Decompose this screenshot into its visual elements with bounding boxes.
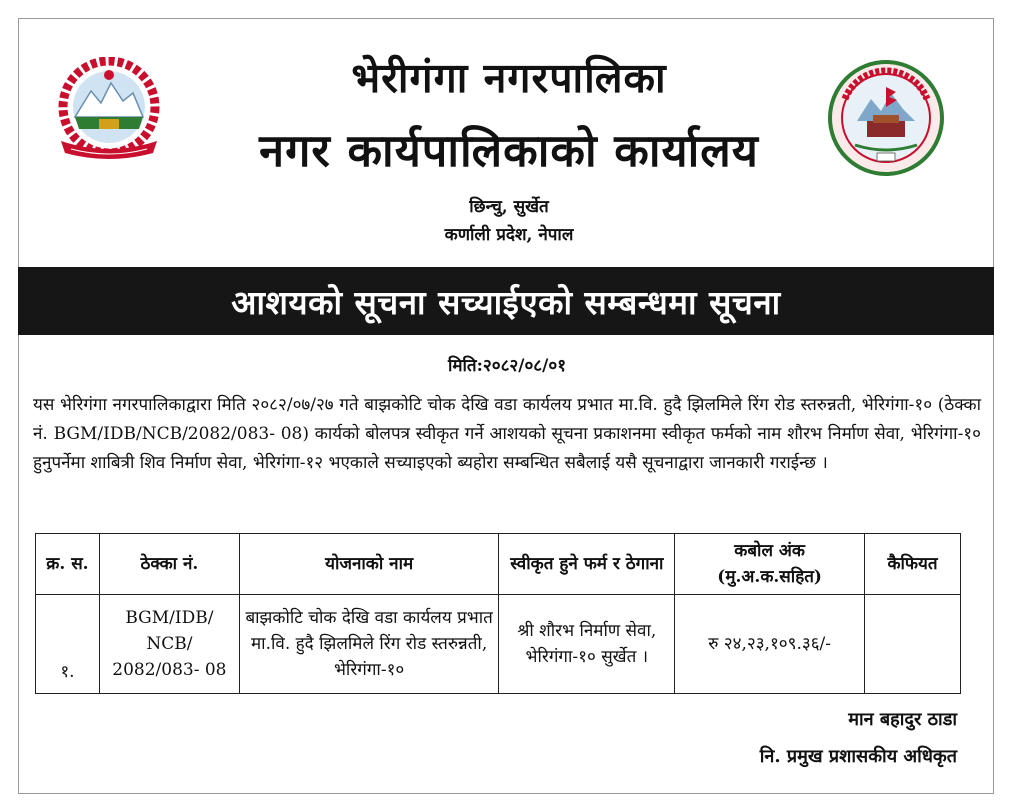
- cell-bid-amount: रु २४,२३,१०९.३६/-: [675, 595, 865, 694]
- office-name: नगर कार्यपालिकाको कार्यालय: [259, 124, 759, 177]
- notice-page: [18, 18, 994, 794]
- cell-project-name: बाझकोटि चोक देखि वडा कार्यलय प्रभात मा.वि. हुदै झिलमिले रिंग रोड स्तरुन्नती, भेरिगंगा-१०: [239, 595, 499, 694]
- cell-serial: १.: [36, 595, 100, 694]
- header-contract-no: ठेक्का नं.: [99, 534, 239, 595]
- notice-body: यस भेरिगंगा नगरपालिकाद्वारा मिति २०८२/०७/२७ गते बाझकोटि चोक देखि वडा कार्यलय प्रभात मा.वि. हुदै झिलमिले रिंग रोड स्तरुन्नती, भेरिगंगा-१० (ठेक्का नं. BGM/IDB/NCB/2082/083- 08) कार्यको बोलपत्र स्वीकृत गर्ने आशयको सूचना प्रकाशनमा स्वीकृत फर्मको नाम शौरभ निर्माण सेवा, भेरिगंगा-१० हुनुपर्नेमा शाबित्री शिव निर्माण सेवा, भेरिगंगा-१२ भएकाले सच्याइएको ब्यहोरा सम्बन्धित सबैलाई यसै सूचनाद्वारा जानकारी गराईन्छ ।: [33, 395, 981, 473]
- notice-date: मिति:२०८२/०८/०१: [447, 356, 567, 376]
- municipality-logo-icon: [827, 59, 945, 177]
- header-remarks: कैफियत: [865, 534, 961, 595]
- org-name: भेरीगंगा नगरपालिका: [351, 54, 667, 102]
- signatory-title: नि. प्रमुख प्रशासकीय अधिकृत: [759, 746, 957, 767]
- address-line-1: छिन्चु, सुर्खेत: [469, 197, 549, 217]
- header-serial: क्र. स.: [36, 534, 100, 595]
- table-header-row: [36, 534, 961, 595]
- cell-firm-address: श्री शौरभ निर्माण सेवा, भेरिगंगा-१० सुर्खेत ।: [499, 595, 675, 694]
- tender-table: [35, 533, 961, 694]
- header-firm-address: स्वीकृत हुने फर्म र ठेगाना: [499, 534, 675, 595]
- cell-remarks: [865, 595, 961, 694]
- notice-title-banner: [18, 267, 994, 335]
- header-project-name: योजनाको नाम: [239, 534, 499, 595]
- cell-contract-no: BGM/IDB/ NCB/ 2082/083- 08: [99, 595, 239, 694]
- table-row: [36, 595, 961, 694]
- notice-title: आशयको सूचना सच्याईएको सम्बन्धमा सूचना: [231, 282, 781, 322]
- nepal-coat-of-arms-icon: [49, 57, 169, 167]
- address-line-2: कर्णाली प्रदेश, नेपाल: [444, 225, 574, 245]
- header-bid-amount: कबोल अंक (मु.अ.क.सहित): [675, 534, 865, 595]
- signatory-name: मान बहादुर ठाडा: [848, 709, 957, 730]
